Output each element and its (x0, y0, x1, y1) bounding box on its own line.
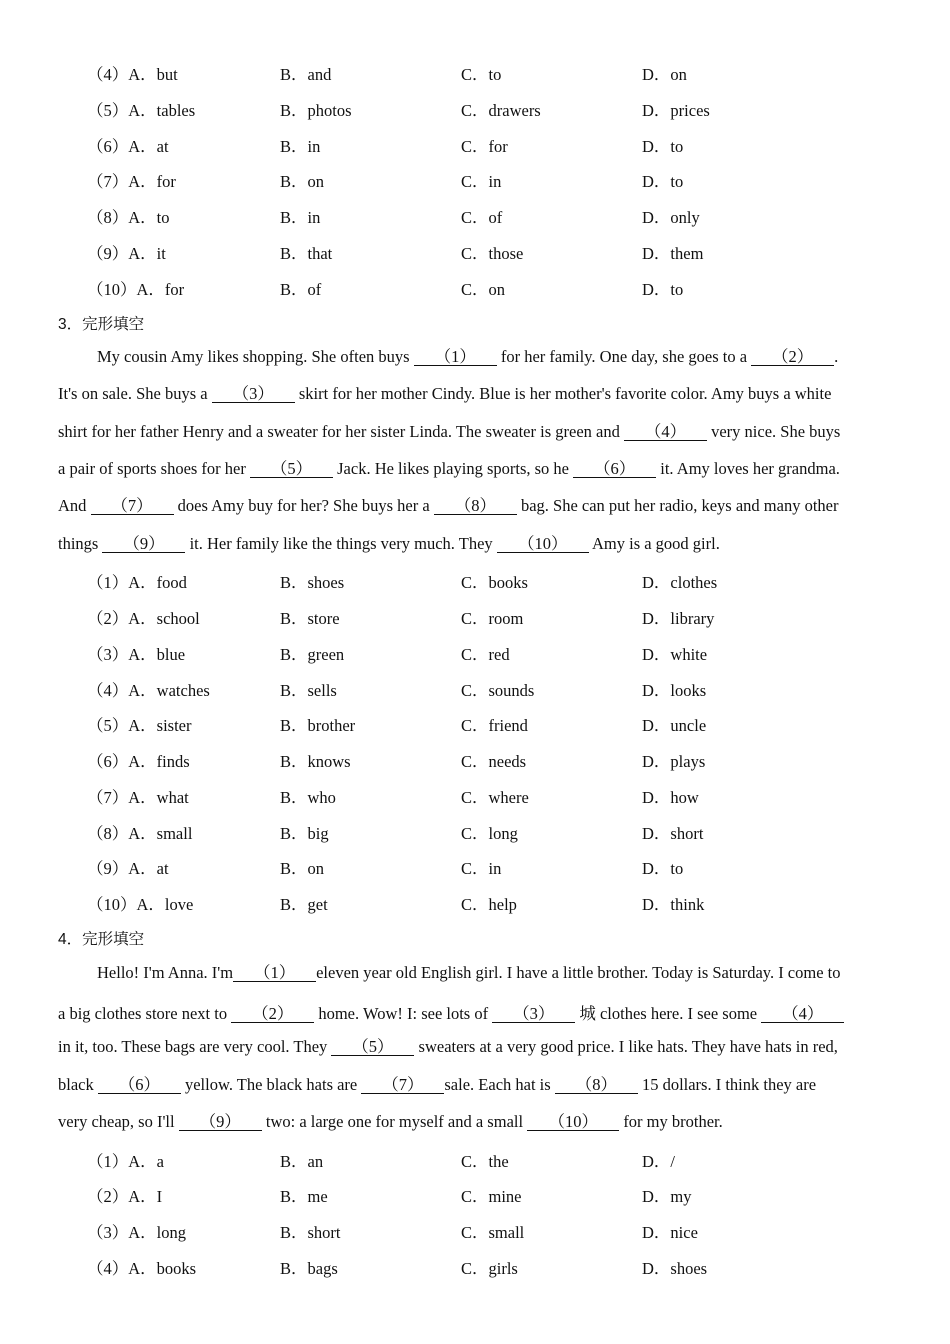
option-b: B．of (280, 280, 322, 299)
option-a: （10）A．love (87, 895, 194, 914)
q3-option-row (0, 855, 950, 885)
blank-2: （2） (231, 1005, 314, 1023)
option-a: （3）A．blue (87, 645, 186, 664)
option-a: （4）A．but (87, 65, 178, 84)
option-d: D．think (642, 895, 705, 914)
option-d: D．clothes (642, 573, 718, 592)
option-c: C．on (461, 280, 506, 299)
option-a: （9）A．it (87, 244, 166, 263)
option-a: （4）A．watches (87, 681, 210, 700)
option-d: D．them (642, 244, 704, 263)
passage-line: shirt for her father Henry and a sweater for her sister Linda. The sweater is green and （4） very nice. She buys (58, 422, 841, 441)
q3-option-row (0, 891, 950, 921)
option-c: C．long (461, 824, 518, 843)
option-a: （10）A．for (87, 280, 185, 299)
option-c: C．books (461, 573, 528, 592)
option-b: B．bags (280, 1259, 338, 1278)
blank-2: （2） (751, 348, 834, 366)
passage-line: My cousin Amy likes shopping. She often buys （1） for her family. One day, she goes to a （2） . (97, 347, 839, 366)
option-d: D．my (642, 1187, 692, 1206)
q3-option-row (0, 712, 950, 742)
option-b: B．big (280, 824, 329, 843)
option-b: B．on (280, 172, 325, 191)
blank-1: （1） (233, 964, 316, 982)
option-c: C．red (461, 645, 510, 664)
option-c: C．needs (461, 752, 527, 771)
q3-option-row (0, 784, 950, 814)
option-d: D．to (642, 859, 684, 878)
option-c: C．in (461, 859, 502, 878)
option-b: B．short (280, 1223, 341, 1242)
option-a: （8）A．small (87, 824, 193, 843)
q4-option-row (0, 1219, 950, 1249)
option-d: D．to (642, 172, 684, 191)
q3-option-row (0, 641, 950, 671)
option-c: C．friend (461, 716, 528, 735)
passage-line: very cheap, so I'll （9） two: a large one for myself and a small （10） for my brother. (58, 1112, 723, 1131)
option-b: B．on (280, 859, 325, 878)
option-c: C．small (461, 1223, 525, 1242)
option-a: （1）A．a (87, 1152, 164, 1171)
blank-6: （6） (98, 1076, 181, 1094)
passage-line: a pair of sports shoes for her （5） Jack. He likes playing sports, so he （6） it. Amy loves her grandma. (58, 459, 840, 478)
option-b: B．knows (280, 752, 351, 771)
option-d: D．to (642, 280, 684, 299)
option-c: C．those (461, 244, 524, 263)
option-d: D．short (642, 824, 704, 843)
option-b: B．shoes (280, 573, 345, 592)
blank-8: （8） (434, 497, 517, 515)
q3-heading: 3．完形填空 (58, 316, 145, 333)
option-c: C．in (461, 172, 502, 191)
option-b: B．in (280, 137, 321, 156)
option-b: B．who (280, 788, 336, 807)
q3-option-row (0, 605, 950, 635)
option-a: （7）A．what (87, 788, 189, 807)
option-a: （5）A．sister (87, 716, 192, 735)
q3-option-row (0, 569, 950, 599)
option-a: （9）A．at (87, 859, 169, 878)
option-a: （6）A．at (87, 137, 169, 156)
q2-option-row (0, 133, 950, 163)
option-b: B．in (280, 208, 321, 227)
blank-7: （7） (361, 1076, 444, 1094)
option-b: B．store (280, 609, 340, 628)
option-d: D．/ (642, 1152, 675, 1171)
blank-4: （4） (624, 423, 707, 441)
option-d: D．nice (642, 1223, 698, 1242)
option-d: D．to (642, 137, 684, 156)
option-c: C．girls (461, 1259, 518, 1278)
blank-3: （3） (212, 385, 295, 403)
option-a: （8）A．to (87, 208, 170, 227)
option-a: （1）A．food (87, 573, 187, 592)
option-a: （2）A．I (87, 1187, 163, 1206)
passage-line: things （9） it. Her family like the things very much. They （10） Amy is a good girl. (58, 534, 720, 553)
blank-8: （8） (555, 1076, 638, 1094)
q2-option-row (0, 204, 950, 234)
blank-10: （10） (497, 535, 589, 553)
option-c: C．help (461, 895, 517, 914)
q3-option-row (0, 677, 950, 707)
passage-line: a big clothes store next to （2） home. Wow! I: see lots of （3） 城 clothes here. I see some （4） (58, 1000, 892, 1024)
option-a: （4）A．books (87, 1259, 197, 1278)
option-b: B．an (280, 1152, 324, 1171)
passage-line: Hello! I'm Anna. I'm （1） eleven year old English girl. I have a little brother. Today is Saturday. I come to (97, 963, 841, 982)
blank-5: （5） (250, 460, 333, 478)
blank-10: （10） (527, 1113, 619, 1131)
option-a: （6）A．finds (87, 752, 190, 771)
option-d: D．library (642, 609, 715, 628)
option-d: D．prices (642, 101, 710, 120)
option-b: B．that (280, 244, 333, 263)
passage-line: It's on sale. She buys a （3） skirt for her mother Cindy. Blue is her mother's favorite color. Amy buys a white (58, 384, 832, 403)
option-b: B．get (280, 895, 328, 914)
option-d: D．uncle (642, 716, 707, 735)
passage-line: in it, too. These bags are very cool. They （5） sweaters at a very good price. I like hats. They have hats in red, (58, 1037, 838, 1056)
option-c: C．sounds (461, 681, 535, 700)
option-a: （5）A．tables (87, 101, 196, 120)
passage-line: And （7） does Amy buy for her? She buys her a （8） bag. She can put her radio, keys and many other (58, 496, 839, 515)
blank-5: （5） (331, 1038, 414, 1056)
q3-option-row (0, 820, 950, 850)
q4-heading: 4．完形填空 (58, 931, 145, 948)
passage-line: black （6） yellow. The black hats are （7） sale. Each hat is （8） 15 dollars. I think they are (58, 1075, 817, 1094)
q2-option-row (0, 168, 950, 198)
option-b: B．green (280, 645, 345, 664)
option-d: D．only (642, 208, 700, 227)
option-c: C．where (461, 788, 529, 807)
q2-option-row (0, 240, 950, 270)
option-c: C．room (461, 609, 524, 628)
blank-4: （4） (761, 1005, 844, 1023)
option-a: （2）A．school (87, 609, 200, 628)
option-c: C．mine (461, 1187, 522, 1206)
q4-option-row (0, 1255, 950, 1285)
option-d: D．how (642, 788, 699, 807)
option-b: B．photos (280, 101, 352, 120)
blank-9: （9） (179, 1113, 262, 1131)
blank-7: （7） (91, 497, 174, 515)
blank-6: （6） (573, 460, 656, 478)
option-d: D．on (642, 65, 687, 84)
option-c: C．to (461, 65, 502, 84)
option-d: D．looks (642, 681, 707, 700)
q2-option-row (0, 97, 950, 127)
q2-option-row (0, 276, 950, 306)
option-b: B．sells (280, 681, 337, 700)
option-d: D．shoes (642, 1259, 708, 1278)
option-a: （7）A．for (87, 172, 176, 191)
blank-9: （9） (102, 535, 185, 553)
option-b: B．me (280, 1187, 328, 1206)
option-c: C．the (461, 1152, 509, 1171)
q4-option-row (0, 1148, 950, 1178)
blank-3: （3） (492, 1005, 575, 1023)
q2-option-row (0, 61, 950, 91)
option-c: C．of (461, 208, 503, 227)
option-c: C．drawers (461, 101, 541, 120)
q3-option-row (0, 748, 950, 778)
option-d: D．plays (642, 752, 706, 771)
option-c: C．for (461, 137, 508, 156)
option-a: （3）A．long (87, 1223, 186, 1242)
blank-1: （1） (414, 348, 497, 366)
option-d: D．white (642, 645, 708, 664)
option-b: B．and (280, 65, 332, 84)
q4-option-row (0, 1183, 950, 1213)
option-b: B．brother (280, 716, 356, 735)
